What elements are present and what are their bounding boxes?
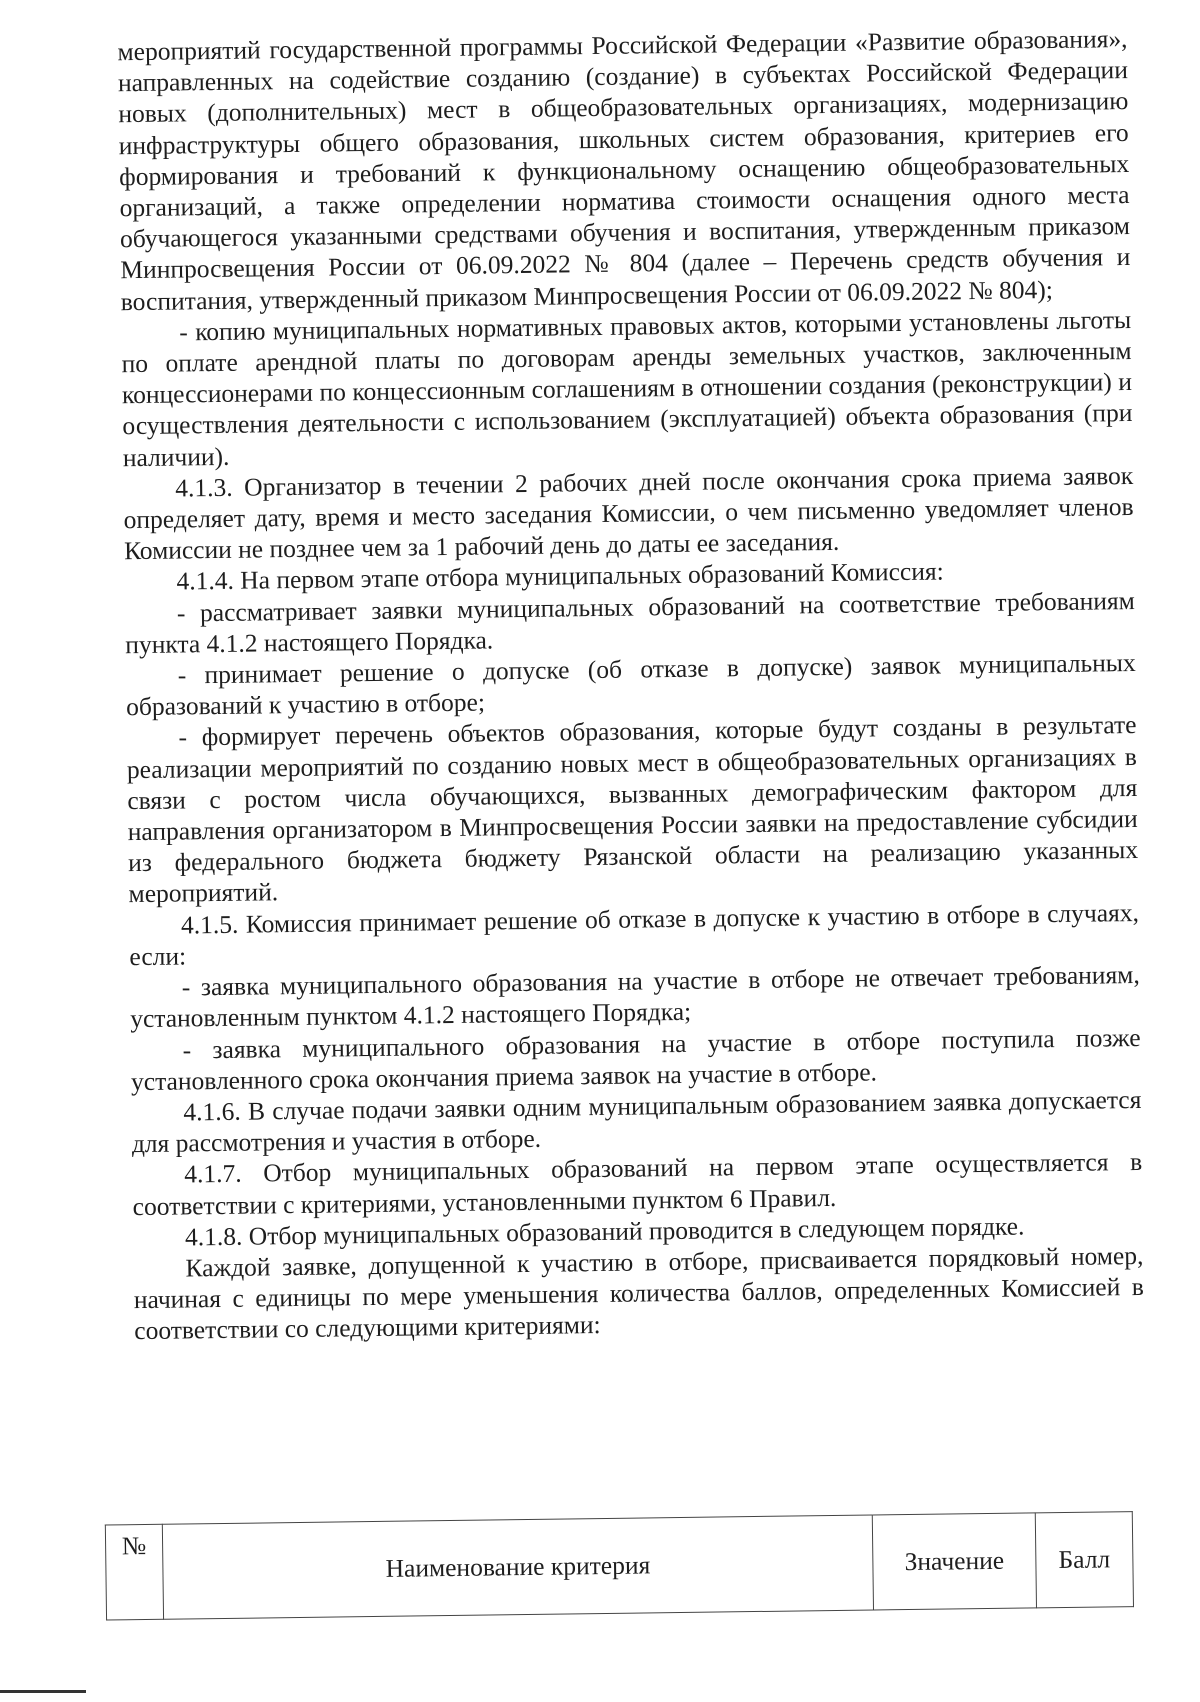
paragraph-list-item: - заявка муниципального образования на участие в отборе не отвечает требованиям, установленным пунктом 4.1.2 настоящего Порядка;	[130, 960, 1140, 1034]
paragraph-list-item: - копию муниципальных нормативных правовых актов, которыми установлены льготы по оплате арендной платы по договорам аренды земельных участков, заключенным концессионерами по концессионным соглашениям в отношении создания (реконструкции) и осуществления деятельности с использованием (эксплуатацией) объекта образования (при наличии).	[121, 304, 1133, 472]
header-criterion-name: Наименование критерия	[162, 1515, 873, 1619]
paragraph-4-1-7: 4.1.7. Отбор муниципальных образований на первом этапе осуществляется в соответствии с критериями, установленными пунктом 6 Правил.	[132, 1147, 1143, 1221]
paragraph-4-1-8: 4.1.8. Отбор муниципальных образований проводится в следующем порядке.	[184, 1211, 1025, 1252]
paragraph-criteria-intro: Каждой заявке, допущенной к участию в отборе, присваивается порядковый номер, начиная с единицы по мере уменьшения количества баллов, определенных Комиссией в соответствии со следующими критериями:	[133, 1240, 1144, 1346]
paragraph-continuation: мероприятий государственной программы Российской Федерации «Развитие образования», направленных на содействие созданию (создание) в субъектах Российской Федерации новых (дополнительных) мест в общеобразовательных организациях, модернизацию инфраструктуры общего образования, школьных систем образования, критериев его формирования и требований к функциональному оснащению общеобразовательных организаций, а также определении норматива стоимости оснащения одного места обучающегося указанными средствами обучения и воспитания, утвержденным приказом Минпросвещения России от 06.09.2022 № 804 (далее – Перечень средств обучения и воспитания, утвержденный приказом Минпросвещения России от 06.09.2022 № 804);	[117, 24, 1131, 316]
table-header-row	[105, 1512, 1133, 1620]
paragraph-list-item: - рассматривает заявки муниципальных образований на соответствие требованиям пункта 4.1.2 настоящего Порядка.	[125, 585, 1136, 660]
header-value: Значение	[872, 1513, 1036, 1610]
criteria-table	[105, 1511, 1134, 1620]
paragraph-4-1-6: 4.1.6. В случае подачи заявки одним муниципальным образованием заявка допускается для рассмотрения и участия в отборе.	[131, 1084, 1142, 1159]
header-number: №	[105, 1524, 163, 1620]
paragraph-4-1-5: 4.1.5. Комиссия принимает решение об отказе в допуске к участию в отборе в случаях, если:	[129, 897, 1140, 972]
paragraph-list-item: - принимает решение о допуске (об отказе в допуске) заявок муниципальных образований к участию в отборе;	[125, 648, 1136, 722]
paragraph-4-1-3: 4.1.3. Организатор в течении 2 рабочих дней после окончания срока приема заявок определяет дату, время и место заседания Комиссии, о чем письменно уведомляет членов Комиссии не позднее чем за 1 рабочий день до даты ее заседания.	[123, 460, 1134, 566]
paragraph-4-1-4: 4.1.4. На первом этапе отбора муниципальных образований Комиссия:	[176, 556, 944, 596]
paragraph-list-item: - формирует перечень объектов образования, которые будут созданы в результате реализации мероприятий по созданию новых мест в общеобразовательных организациях в связи с ростом числа обучающихся, вызванных демографическим фактором для направления организатором в Минпросвещения России заявки на предоставление субсидии из федерального бюджета бюджету Рязанской области на реализацию указанных мероприятий.	[126, 710, 1139, 909]
footer-rule	[0, 1690, 86, 1693]
header-points: Балл	[1035, 1512, 1133, 1608]
document-body	[117, 23, 1144, 1347]
paragraph-list-item: - заявка муниципального образования на участие в отборе поступила позже установленного срока окончания приема заявок на участие в отборе.	[130, 1022, 1141, 1096]
